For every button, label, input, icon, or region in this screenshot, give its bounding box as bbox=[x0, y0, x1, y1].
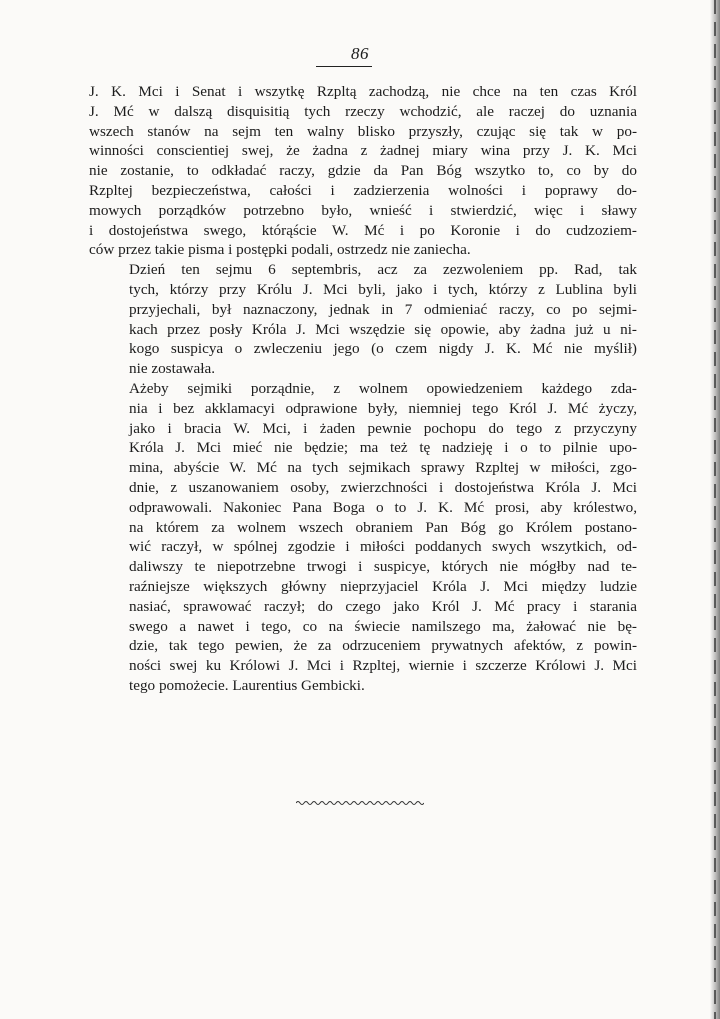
text-line: nie zostanie, to odkładać raczy, gdzie da Pan Bóg wszytko to, co by do bbox=[89, 162, 637, 180]
text-line: wszech stanów na sejm ten walny blisko przyszły, czując się tak w po- bbox=[89, 122, 637, 140]
text-line: kach przez posły Króla J. Mci wszędzie się opowie, aby żadna już u ni- bbox=[129, 320, 637, 338]
text-line: Rzpltej bezpieczeństwa, całości i zadzierzenia wolności i poprawy do- bbox=[89, 181, 637, 199]
text-line: dnie, z uszanowaniem osoby, zwierzchności i dostojeństwa Króla J. Mci bbox=[129, 478, 637, 496]
text-line: swego a nawet i tego, co na świecie namilszego ma, żałować nie bę- bbox=[129, 617, 637, 635]
header-rule bbox=[316, 66, 372, 67]
scan-edge bbox=[710, 0, 720, 1019]
page-number: 86 bbox=[351, 44, 369, 63]
text-line: wić raczył, w spólnej zgodzie i miłości poddanych swych wszytkich, od- bbox=[129, 538, 637, 556]
text-line: dzie, tak tego pewien, że za odrzuceniem prywatnych afektów, z powin- bbox=[129, 637, 637, 655]
body-text bbox=[89, 82, 637, 696]
text-line: nie zostawała. bbox=[129, 360, 216, 378]
text-line: Dzień ten sejmu 6 septembris, acz za zezwoleniem pp. Rad, tak bbox=[129, 261, 637, 279]
text-line: ności swej ku Królowi J. Mci i Rzpltej, wiernie i szczerze Królowi J. Mci bbox=[129, 657, 637, 675]
text-line: nia i bez akklamacyi odprawione były, niemniej tego Król J. Mć życzy, bbox=[129, 399, 637, 417]
paragraph bbox=[89, 82, 637, 260]
paragraph bbox=[89, 260, 637, 379]
text-line: tych, którzy przy Królu J. Mci byli, jako i tych, którzy z Lublina byli bbox=[129, 280, 637, 298]
text-line: Ażeby sejmiki porządnie, z wolnem opowiedzeniem każdego zda- bbox=[129, 379, 637, 397]
text-line: tego pomożecie. Laurentius Gembicki. bbox=[129, 676, 365, 694]
text-line: mina, abyście W. Mć na tych sejmikach sprawy Rzpltej w miłości, zgo- bbox=[129, 459, 637, 477]
end-ornament bbox=[296, 798, 424, 808]
text-line: winności conscientiej swej, że żadna z żadnej miary wina przy J. K. Mci bbox=[89, 142, 637, 160]
text-line: i dostojeństwa swego, którąście W. Mć i po Koronie i do cudzoziem- bbox=[89, 221, 637, 239]
text-line: Króla J. Mci mieć nie będzie; ma też tę nadzieję i o to pilnie upo- bbox=[129, 439, 637, 457]
text-line: J. K. Mci i Senat i wszytkę Rzpltą zachodzą, nie chce na ten czas Król bbox=[89, 83, 637, 100]
text-line: daliwszy te niepotrzebne trwogi i suspicye, których nie mógłby nad te- bbox=[129, 558, 637, 576]
text-line: przyjechali, był naznaczony, jednak in 7 odmieniać raczy, co po sejmi- bbox=[129, 300, 637, 318]
text-line: odprawowali. Nakoniec Pana Boga o to J. K. Mć prosi, aby królestwo, bbox=[129, 498, 637, 516]
text-line: nasiać, sprawować raczył; do czego jako Król J. Mć pracy i starania bbox=[129, 597, 637, 615]
text-line: na którem za wolnem wszech obraniem Pan Bóg go Królem postano- bbox=[129, 518, 637, 536]
text-line: ców przez takie pisma i postępki podali, ostrzedz nie zaniecha. bbox=[89, 241, 471, 259]
text-line: jako i bracia W. Mci, i żaden pewnie pochopu do tego z przyczyny bbox=[129, 419, 637, 437]
text-line: J. Mć w dalszą disquisitią tych rzeczy wchodzić, ale raczej do uznania bbox=[89, 102, 637, 120]
paragraph bbox=[89, 379, 637, 696]
text-line: kogo suspicya o zwleczeniu jego (o czem nigdy J. K. Mć nie myślił) bbox=[129, 340, 637, 358]
text-line: mowych porządków potrzebno było, wnieść i stwierdzić, więc i sławy bbox=[89, 201, 637, 219]
text-line: raźniejsze większych główny nieprzyjaciel Króla J. Mci między ludzie bbox=[129, 577, 637, 595]
